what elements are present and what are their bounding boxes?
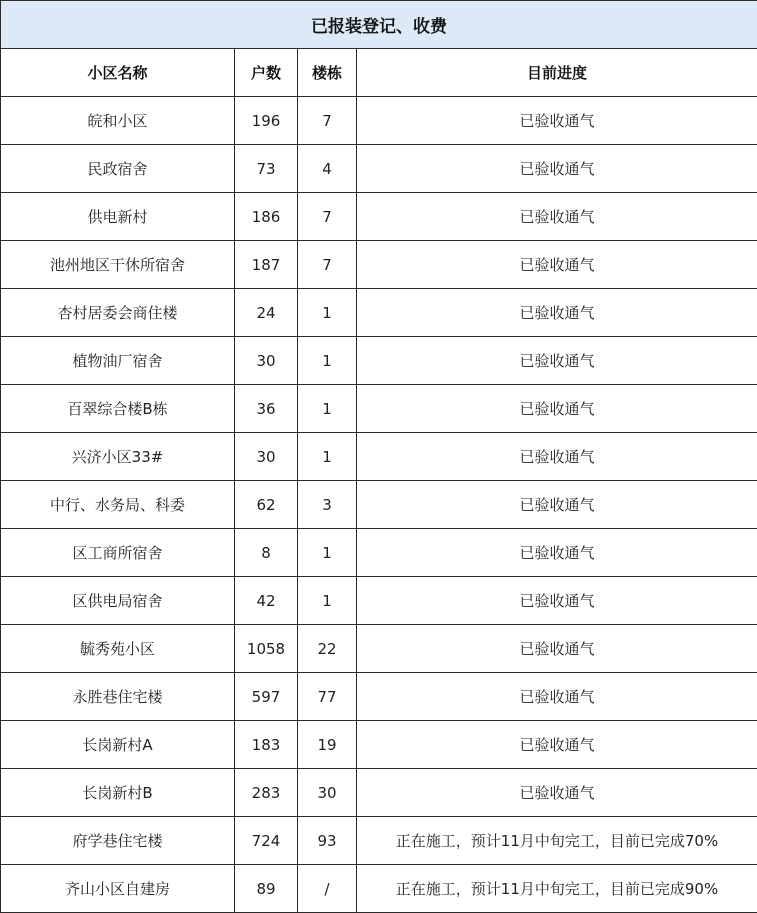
cell-households: 42 <box>235 577 298 625</box>
cell-progress: 已验收通气 <box>357 97 757 145</box>
cell-progress: 已验收通气 <box>357 337 757 385</box>
table-row <box>1 577 757 625</box>
table-row <box>1 193 757 241</box>
cell-name: 植物油厂宿舍 <box>1 337 235 385</box>
cell-progress: 正在施工，预计11月中旬完工，目前已完成90% <box>357 865 757 913</box>
table-row <box>1 673 757 721</box>
table-row <box>1 769 757 817</box>
cell-name: 中行、水务局、科委 <box>1 481 235 529</box>
cell-progress: 已验收通气 <box>357 769 757 817</box>
cell-progress: 正在施工，预计11月中旬完工，目前已完成70% <box>357 817 757 865</box>
cell-progress: 已验收通气 <box>357 529 757 577</box>
cell-name: 皖和小区 <box>1 97 235 145</box>
cell-households: 73 <box>235 145 298 193</box>
cell-households: 8 <box>235 529 298 577</box>
cell-progress: 已验收通气 <box>357 625 757 673</box>
cell-progress: 已验收通气 <box>357 385 757 433</box>
cell-name: 供电新村 <box>1 193 235 241</box>
cell-buildings: 1 <box>298 433 357 481</box>
cell-name: 杏村居委会商住楼 <box>1 289 235 337</box>
cell-buildings: 19 <box>298 721 357 769</box>
cell-buildings: 1 <box>298 385 357 433</box>
cell-progress: 已验收通气 <box>357 193 757 241</box>
cell-buildings: 77 <box>298 673 357 721</box>
cell-progress: 已验收通气 <box>357 673 757 721</box>
cell-households: 62 <box>235 481 298 529</box>
header-buildings: 楼栋 <box>298 49 357 97</box>
header-progress: 目前进度 <box>357 49 757 97</box>
cell-households: 186 <box>235 193 298 241</box>
cell-name: 池州地区干休所宿舍 <box>1 241 235 289</box>
cell-name: 区工商所宿舍 <box>1 529 235 577</box>
table-row <box>1 481 757 529</box>
header-name: 小区名称 <box>1 49 235 97</box>
table-row <box>1 865 757 913</box>
table-title: 已报装登记、收费 <box>1 1 757 49</box>
cell-name: 兴济小区33# <box>1 433 235 481</box>
cell-buildings: 1 <box>298 289 357 337</box>
cell-progress: 已验收通气 <box>357 289 757 337</box>
cell-progress: 已验收通气 <box>357 721 757 769</box>
table-row <box>1 433 757 481</box>
cell-buildings: 93 <box>298 817 357 865</box>
table-row <box>1 337 757 385</box>
cell-buildings: 3 <box>298 481 357 529</box>
cell-households: 183 <box>235 721 298 769</box>
cell-progress: 已验收通气 <box>357 241 757 289</box>
cell-name: 民政宿舍 <box>1 145 235 193</box>
cell-households: 187 <box>235 241 298 289</box>
cell-progress: 已验收通气 <box>357 145 757 193</box>
header-households: 户数 <box>235 49 298 97</box>
table-body <box>1 1 757 913</box>
table-row <box>1 721 757 769</box>
cell-name: 百翠综合楼B栋 <box>1 385 235 433</box>
cell-name: 毓秀苑小区 <box>1 625 235 673</box>
cell-households: 1058 <box>235 625 298 673</box>
cell-name: 齐山小区自建房 <box>1 865 235 913</box>
table-row <box>1 817 757 865</box>
table-row <box>1 625 757 673</box>
cell-households: 597 <box>235 673 298 721</box>
cell-name: 区供电局宿舍 <box>1 577 235 625</box>
cell-households: 30 <box>235 433 298 481</box>
cell-progress: 已验收通气 <box>357 433 757 481</box>
table-row <box>1 145 757 193</box>
cell-name: 长岗新村A <box>1 721 235 769</box>
cell-buildings: 7 <box>298 97 357 145</box>
header-row <box>1 49 757 97</box>
cell-buildings: 22 <box>298 625 357 673</box>
cell-progress: 已验收通气 <box>357 481 757 529</box>
cell-buildings: / <box>298 865 357 913</box>
cell-buildings: 7 <box>298 193 357 241</box>
cell-progress: 已验收通气 <box>357 577 757 625</box>
cell-name: 府学巷住宅楼 <box>1 817 235 865</box>
table-row <box>1 97 757 145</box>
cell-buildings: 1 <box>298 529 357 577</box>
cell-households: 283 <box>235 769 298 817</box>
table-row <box>1 241 757 289</box>
cell-households: 89 <box>235 865 298 913</box>
cell-households: 724 <box>235 817 298 865</box>
cell-buildings: 4 <box>298 145 357 193</box>
cell-households: 196 <box>235 97 298 145</box>
table-row <box>1 385 757 433</box>
title-row <box>1 1 757 49</box>
cell-buildings: 1 <box>298 577 357 625</box>
cell-name: 长岗新村B <box>1 769 235 817</box>
cell-buildings: 7 <box>298 241 357 289</box>
cell-name: 永胜巷住宅楼 <box>1 673 235 721</box>
cell-households: 24 <box>235 289 298 337</box>
cell-buildings: 1 <box>298 337 357 385</box>
cell-households: 36 <box>235 385 298 433</box>
cell-buildings: 30 <box>298 769 357 817</box>
cell-households: 30 <box>235 337 298 385</box>
table-row <box>1 529 757 577</box>
table-row <box>1 289 757 337</box>
